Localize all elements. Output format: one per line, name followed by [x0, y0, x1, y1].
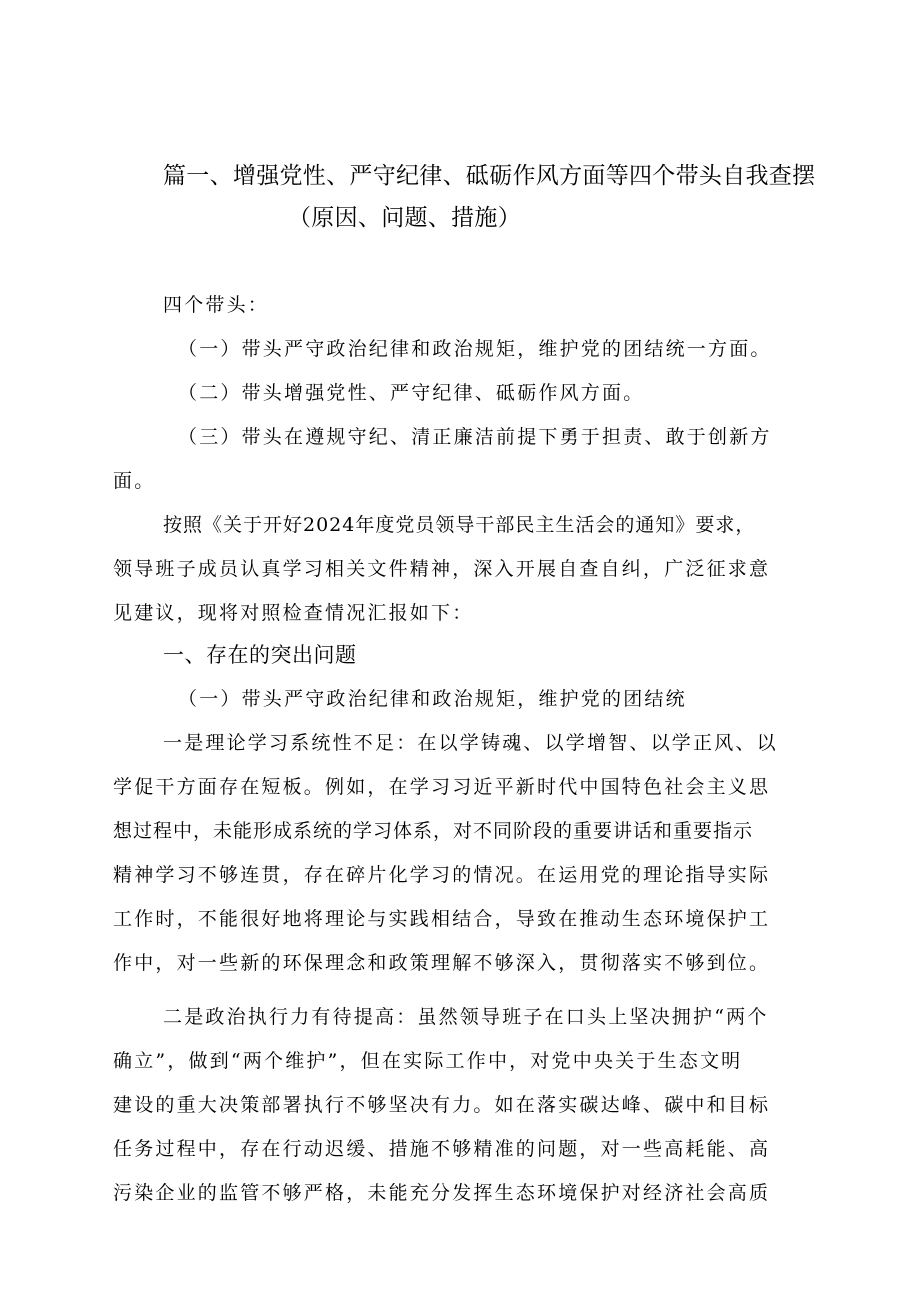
- item-3-line-2: 面。: [113, 470, 156, 492]
- para-1-line-4: 精神学习不够连贯，存在碎片化学习的情况。在运用党的理论指导实际: [113, 864, 771, 886]
- preface-line-1: 按照《关于开好2024年度党员领导干部民主生活会的通知》要求，: [163, 514, 756, 536]
- item-2: （二）带头增强党性、严守纪律、砥砺作风方面。: [178, 382, 645, 404]
- para-1-line-3: 想过程中，未能形成系统的学习体系，对不同阶段的重要讲话和重要指示: [113, 820, 754, 842]
- document-title: [163, 155, 823, 239]
- para-2-line-2: 确立”，做到“两个维护”，但在实际工作中，对党中央关于生态文明: [113, 1050, 743, 1072]
- subsection-1-heading: （一）带头严守政治纪律和政治规矩，维护党的团结统: [178, 688, 687, 710]
- preface-line-2: 领导班子成员认真学习相关文件精神，深入开展自查自纠，广泛征求意: [113, 558, 771, 580]
- preface-line-3: 见建议，现将对照检查情况汇报如下：: [113, 602, 474, 624]
- intro-label: 四个带头：: [163, 294, 270, 316]
- para-2-line-3: 建设的重大决策部署执行不够坚决有力。如在落实碳达峰、碳中和目标: [113, 1094, 771, 1116]
- para-2-line-5: 污染企业的监管不够严格，未能充分发挥生态环境保护对经济社会高质: [113, 1182, 771, 1204]
- section-1-heading: 一、存在的突出问题: [163, 643, 357, 667]
- para-1-line-1: 一是理论学习系统性不足：在以学铸魂、以学增智、以学正风、以: [163, 732, 778, 754]
- para-1-line-2: 学促干方面存在短板。例如，在学习习近平新时代中国特色社会主义思: [113, 776, 771, 798]
- para-1-line-6: 作中，对一些新的环保理念和政策理解不够深入，贯彻落实不够到位。: [113, 952, 771, 974]
- item-3-line-1: （三）带头在遵规守纪、清正廉洁前提下勇于担责、敢于创新方: [178, 426, 772, 448]
- para-1-line-5: 工作时，不能很好地将理论与实践相结合，导致在推动生态环境保护工: [113, 908, 771, 930]
- title-line-2: （原因、问题、措施）: [288, 205, 521, 231]
- para-2-line-1: 二是政治执行力有待提高：虽然领导班子在口头上坚决拥护“两个: [163, 1006, 769, 1028]
- title-line-1: 篇一、增强党性、严守纪律、砥砺作风方面等四个带头自我查摆: [163, 163, 816, 189]
- para-2-line-4: 任务过程中，存在行动迟缓、措施不够精准的问题，对一些高耗能、高: [113, 1138, 771, 1160]
- item-1: （一）带头严守政治纪律和政治规矩，维护党的团结统一方面。: [178, 338, 772, 360]
